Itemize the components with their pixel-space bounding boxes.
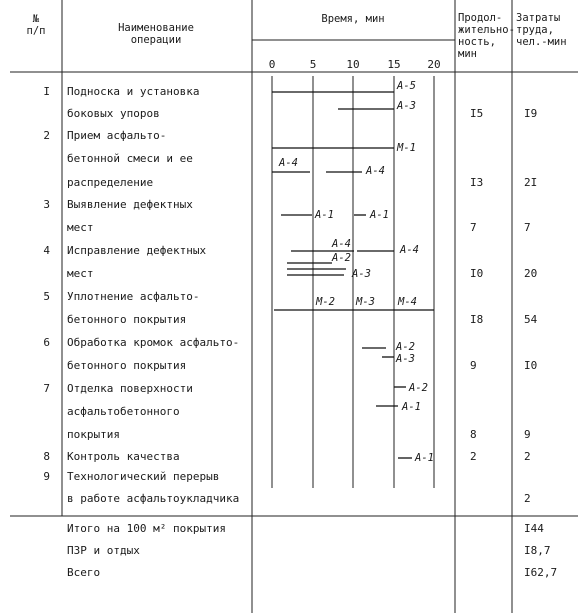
worker-label: А-3 [352, 268, 371, 280]
worker-label: А-3 [397, 100, 416, 112]
worker-label: А-2 [409, 382, 428, 394]
table-row [43, 382, 530, 441]
duration-value: I0 [470, 267, 484, 280]
labor-value: 2 [524, 492, 531, 505]
row-number: 4 [43, 244, 50, 257]
table-row [43, 198, 530, 234]
header-duration-label-3: ность, [458, 36, 496, 48]
operation-name: Контроль качества [67, 450, 180, 463]
row-number: 9 [43, 470, 50, 483]
table-header [27, 12, 567, 60]
total-value: I8,7 [524, 544, 551, 557]
operation-name: Технологический перерыв [67, 470, 220, 483]
worker-label: А-1 [315, 209, 334, 221]
row-number: 8 [43, 450, 50, 463]
totals-row [67, 566, 557, 579]
row-number: 7 [43, 382, 50, 395]
operation-name: мест [67, 267, 94, 280]
duration-value: 9 [470, 359, 477, 372]
labor-value: 7 [524, 221, 531, 234]
worker-label: А-4 [279, 157, 298, 169]
header-number-label: № [32, 13, 40, 25]
worker-label: М-1 [397, 142, 416, 154]
labor-value: 20 [524, 267, 538, 280]
worker-label: А-4 [366, 165, 385, 177]
duration-value: I3 [470, 176, 484, 189]
scale-tick-20: 20 [427, 58, 441, 71]
worker-label: М-3 [356, 296, 375, 308]
row-number: 3 [43, 198, 50, 211]
total-label: Итого на 100 м² покрытия [67, 522, 226, 535]
worker-label: А-1 [415, 452, 434, 464]
header-name-label-2: операции [130, 34, 182, 46]
row-number: 5 [43, 290, 50, 303]
duration-value: 2 [470, 450, 477, 463]
worker-label: А-2 [332, 252, 351, 264]
worker-label: А-4 [332, 238, 351, 250]
labor-value: 9 [524, 428, 531, 441]
scale-tick-15: 15 [387, 58, 401, 71]
header-time-label: Время, мин [321, 13, 385, 25]
worker-label: М-2 [316, 296, 335, 308]
total-label: ПЗР и отдых [67, 544, 140, 557]
scale-tick-5: 5 [309, 58, 317, 71]
table-row [43, 85, 537, 120]
operation-name: мест [67, 221, 94, 234]
operation-name: Подноска и установка [67, 85, 200, 98]
operation-name: боковых упоров [67, 107, 160, 120]
worker-label: М-4 [398, 296, 417, 308]
scale-tick-0: 0 [268, 58, 276, 71]
header-number-label-2: п/п [26, 25, 46, 37]
row-number: 2 [43, 129, 50, 142]
labor-value: 2 [524, 450, 531, 463]
labor-value: 54 [524, 313, 538, 326]
worker-label: А-1 [402, 401, 421, 413]
duration-value: 7 [470, 221, 477, 234]
operation-name: Исправление дефектных [67, 244, 207, 257]
operation-name: бетонного покрытия [67, 313, 187, 326]
header-duration-label-1: Продол- [458, 12, 503, 24]
row-number: 6 [43, 336, 50, 349]
operation-name: асфальтобетонного [67, 405, 180, 418]
operation-name: покрытия [67, 428, 120, 441]
operation-name: бетонного покрытия [67, 359, 187, 372]
operation-name: Обработка кромок асфальто- [67, 336, 240, 349]
totals-row [67, 522, 544, 535]
header-duration-label-4: мин [458, 48, 477, 60]
operation-name: Отделка поверхности [67, 382, 193, 395]
operation-name: распределение [67, 176, 154, 189]
duration-value: 8 [470, 428, 477, 441]
operation-name: Прием асфальто- [67, 129, 167, 142]
table-row [43, 290, 537, 326]
row-number: I [43, 85, 50, 98]
header-duration-label-2: жительно- [458, 24, 515, 36]
scale-tick-10: 10 [346, 58, 360, 71]
totals-row [67, 544, 551, 557]
worker-label: А-3 [396, 353, 415, 365]
total-value: I44 [524, 522, 544, 535]
labor-value: I9 [524, 107, 538, 120]
operation-name: бетонной смеси и ее [67, 152, 193, 165]
operation-name: в работе асфальтоукладчика [67, 492, 240, 505]
total-value: I62,7 [524, 566, 558, 579]
table-row [43, 470, 530, 505]
operation-name: Выявление дефектных [67, 198, 193, 211]
table-row [43, 336, 537, 372]
duration-value: I5 [470, 107, 484, 120]
labor-value: 2I [524, 176, 538, 189]
table-row [43, 450, 530, 463]
total-label: Всего [67, 566, 101, 579]
worker-label: А-5 [397, 80, 416, 92]
header-labor-label-1: Затраты [516, 12, 561, 24]
worker-label: А-2 [396, 341, 415, 353]
operation-name: Уплотнение асфальто- [67, 290, 200, 303]
header-labor-label-2: труда, [516, 24, 554, 36]
labor-value: I0 [524, 359, 538, 372]
duration-value: I8 [470, 313, 484, 326]
worker-label: А-4 [400, 244, 419, 256]
worker-label: А-1 [370, 209, 389, 221]
header-name-label: Наименование [118, 22, 194, 34]
header-labor-label-3: чел.-мин [516, 36, 567, 48]
